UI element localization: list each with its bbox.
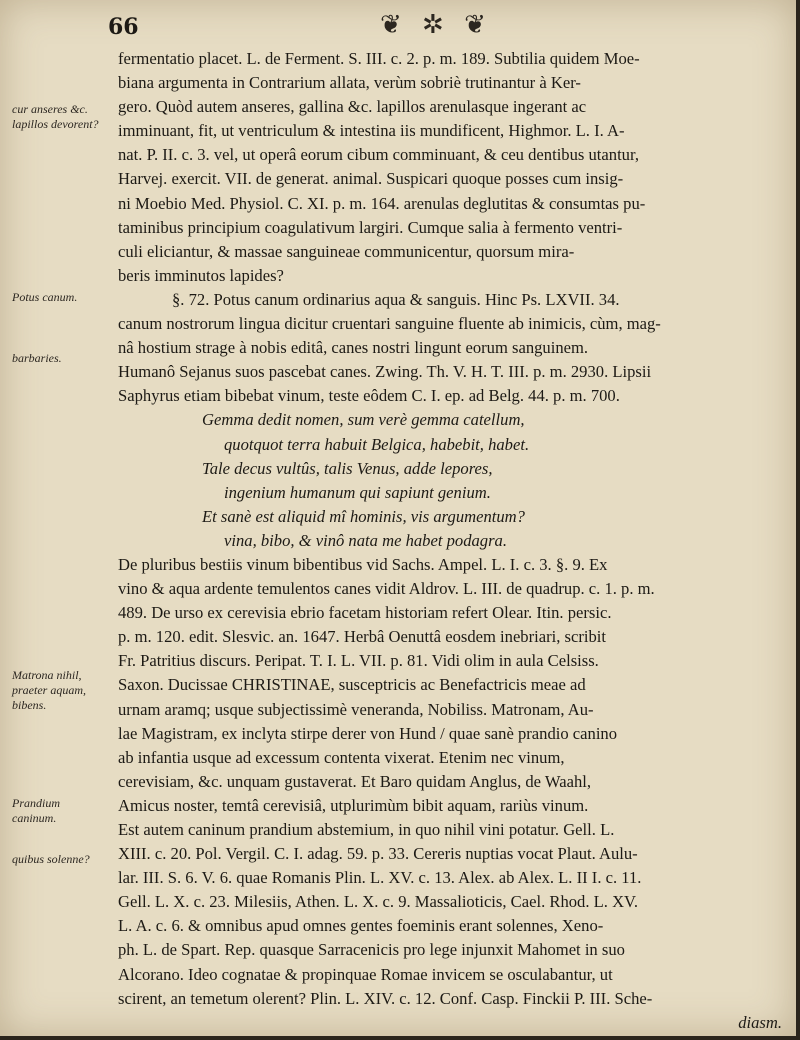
margin-note-prandium: Prandium caninum. [12, 796, 60, 825]
verse-line: quotquot terra habuit Belgica, habebit, habet. [224, 434, 530, 454]
text-line: Saxon. Ducissae CHRISTINAE, susceptricis ac Benefactricis meae ad [118, 675, 586, 695]
text-line: cerevisiam, &c. unquam gustaverat. Et Baro quidam Anglus, de Waahl, [118, 771, 592, 791]
text-line: Fr. Patritius discurs. Peripat. T. I. L. VII. p. 81. Vidi olim in aula Celsiss. [118, 651, 599, 671]
text-line: Est autem caninum prandium abstemium, in quo nihil vini potatur. Gell. L. [118, 820, 615, 839]
verse-line: ingenium humanum qui sapiunt genium. [224, 482, 491, 502]
text-line: imminuant, fit, ut ventriculum & intestina iis mundificent, Highmor. L. I. A- [118, 121, 625, 141]
margin-note-barbaries: barbaries. [12, 351, 62, 365]
text-line: nat. P. II. c. 3. vel, ut operâ eorum cibum comminuant, & ceu dentibus utantur, [118, 145, 639, 165]
margin-note-quibus-solenne: quibus solenne? [12, 852, 90, 866]
text-line: Saphyrus etiam bibebat vinum, teste eôdem C. I. ep. ad Belg. 44. p. m. 700. [118, 386, 620, 406]
text-line: Gell. L. X. c. 23. Milesiis, Athen. L. X. c. 9. Massalioticis, Cael. Rhod. L. XV. [118, 892, 639, 912]
margin-note-matrona: Matrona nihil, praeter aquam, bibens. [12, 668, 86, 712]
text-line: ab infantia usque ad excessum contenta vixerat. Etenim nec vinum, [118, 747, 565, 767]
text-line: ni Moebio Med. Physiol. C. XI. p. m. 164. arenulas deglutitas & consumtas pu- [118, 193, 646, 213]
text-line: De pluribus bestiis vinum bibentibus vid Sachs. Ampel. L. I. c. 3. §. 9. Ex [118, 554, 608, 574]
text-line: fermentatio placet. L. de Ferment. S. III. c. 2. p. m. 189. Subtilia quidem Moe- [118, 49, 640, 68]
section-heading-line: §. 72. Potus canum ordinarius aqua & sanguis. Hinc Ps. LXVII. 34. [172, 289, 620, 309]
text-line: XIII. c. 20. Pol. Vergil. C. I. adag. 59. p. 33. Cereris nuptias vocat Plaut. Aulu- [118, 844, 638, 864]
text-line: lar. III. S. 6. V. 6. quae Romanis Plin. L. XV. c. 13. Alex. ab Alex. L. II I. c. 11. [118, 868, 642, 888]
text-line: vino & aqua ardente temulentos canes vidit Aldrov. L. III. de quadrup. c. 1. p. m. [118, 579, 655, 599]
text-line: Amicus noster, temtâ cerevisiâ, utplurimùm bibit aquam, rariùs vinum. [118, 795, 589, 815]
text-line: p. m. 120. edit. Slesvic. an. 1647. Herbâ Oenuttâ eosdem inebriari, scribit [118, 627, 607, 647]
text-line: scirent, an temetum olerent? Plin. L. XIV. c. 12. Conf. Casp. Finckii P. III. Sche- [118, 988, 653, 1008]
text-line: nâ hostium strage à nobis editâ, canes nostri lingunt eorum sanguinem. [118, 338, 589, 358]
verse-line: Et sanè est aliquid mî hominis, vis argumentum? [202, 506, 525, 526]
text-line: urnam aramq; usque subjectissimè veneranda, Nobiliss. Matronam, Au- [118, 699, 594, 719]
header-ornament: ❦ ✲ ❦ [380, 10, 492, 40]
text-line: Harvej. exercit. VII. de generat. animal. Suspicari quoque posses cum insig- [118, 169, 624, 189]
text-line: Humanô Sejanus suos pascebat canes. Zwing. Th. V. H. T. III. p. m. 2930. Lipsii [118, 362, 652, 382]
text-line: lae Magistram, ex inclyta stirpe derer von Hund / quae sanè prandio canino [118, 723, 618, 743]
main-text [118, 47, 786, 1035]
verse-line: Gemma dedit nomen, sum verè gemma catellum, [202, 410, 525, 430]
text-line: ph. L. de Spart. Rep. quasque Sarracenicis pro lege injunxit Mahomet in suo [118, 940, 625, 960]
text-line: Alcorano. Ideo cognatae & propinquae Romae invicem se osculabantur, ut [118, 964, 613, 984]
verse-line: vina, bibo, & vinô nata me habet podagra. [224, 530, 507, 550]
text-line: gero. Quòd autem anseres, gallina &c. lapillos arenulasque ingerant ac [118, 97, 587, 117]
text-line: L. A. c. 6. & omnibus apud omnes gentes foeminis erant solennes, Xeno- [118, 916, 604, 936]
text-line: biana argumenta in Contrarium allata, verùm sobriè trutinantur à Ker- [118, 73, 581, 93]
catchword: diasm. [738, 1012, 782, 1032]
margin-note-anseres: cur anseres &c. lapillos devorent? [12, 102, 99, 131]
margin-note-potus-canum: Potus canum. [12, 290, 78, 304]
text-line: taminibus principium coagulativum largiri. Cumque salia à fermento ventri- [118, 217, 623, 237]
page-number: 66 [108, 14, 139, 40]
text-line: 489. De urso ex cerevisia ebrio facetam historiam refert Olear. Itin. persic. [118, 603, 612, 623]
text-line: beris imminutos lapides? [118, 265, 284, 285]
verse-line: Tale decus vultûs, talis Venus, adde lepores, [202, 458, 493, 478]
text-line: culi eliciantur, & massae sanguineae communicentur, quorsum mira- [118, 241, 575, 261]
text-line: canum nostrorum lingua dicitur cruentari sanguine fluente ab inimicis, cùm, mag- [118, 314, 661, 334]
